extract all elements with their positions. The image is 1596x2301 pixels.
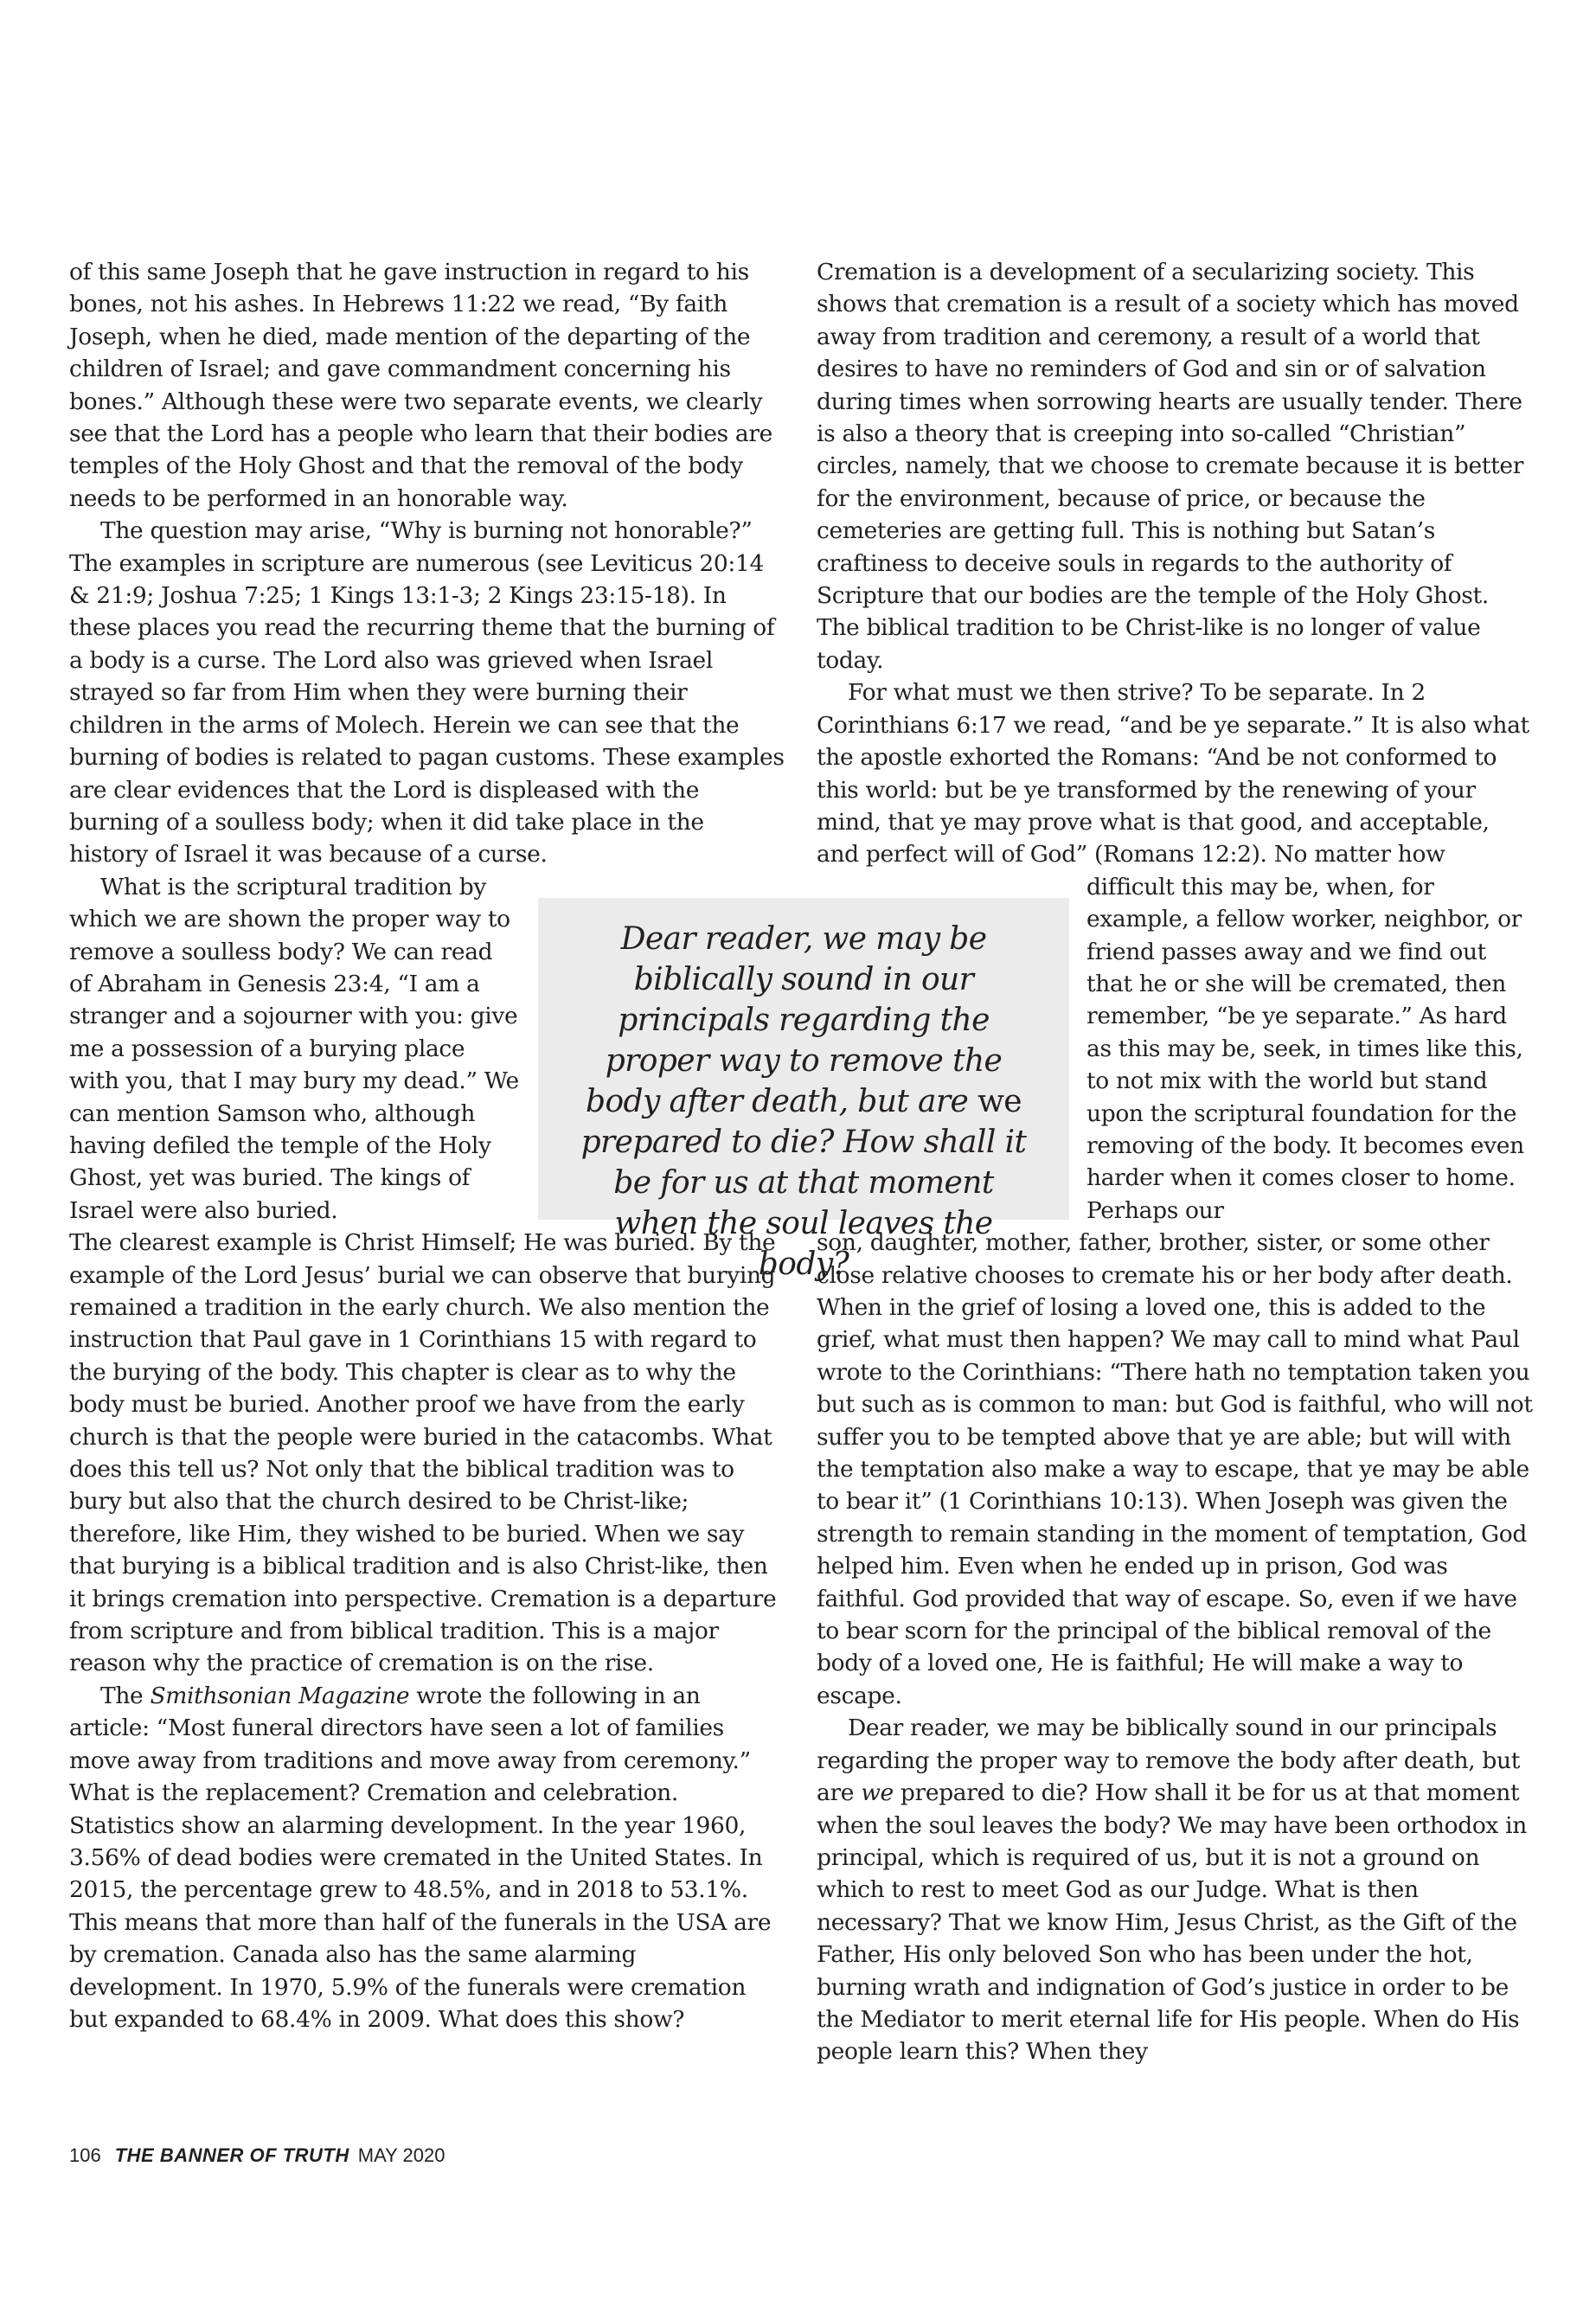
magazine-name: THE BANNER OF TRUTH [114,2144,349,2166]
left-paragraph-1: of this same Joseph that he gave instruction in regard to his bones, not his ashes. In Hebrews 11:22 we read, “By faith Joseph, when he died, made mention of the departing of the children of Israel; and gave commandment concerning his bones.” Although these were two separate events, we clearly see that the Lord has a people who learn that their bodies are temples of the Holy Ghost and that the removal of the body needs to be performed in an honorable way. [69,259,772,512]
right-p3-post: prepared to die? How shall it be for us at that moment when the soul leaves the body? We may have been orthodox in principal, which is required of us, but it is not a ground on which to rest to meet God as our Judge. What is then necessary? That we know Him, Jesus Christ, as the Gift of the Father, His only beloved Son who has been under the hot, burning wrath and indignation of God’s justice in order to be the Mediator to merit eternal life for His people. When do His people learn this? When they [817,1779,1527,2066]
pull-quote-after: prepared to die? How shall it be for us at that moment when the soul leaves the body? [580,1125,1027,1282]
right-paragraph-3 [817,1712,1533,2067]
right-paragraph-1: Cremation is a development of a secularizing society. This shows that cremation is a result of a society which has moved away from tradition and ceremony, a result of a world that desires to have no reminders of God and sin or of salvation during times when sorrowing hearts are usually tender. There is also a theory that is creeping into so-called “Christian” circles, namely, that we choose to cremate because it is better for the environment, because of price, or because the cemeteries are getting full. This is nothing but Satan’s craftiness to deceive souls in regards to the authority of Scripture that our bodies are the temple of the Holy Ghost. The biblical tradition to be Christ-like is no longer of value today. [817,259,1524,674]
right-paragraph-2a: For what must we then strive? To be separate. In 2 Corinthians 6:17 we read, “and be ye separate.” It is also what the apostle exhorted the Romans: “And be not conformed to this world: but be ye transformed by the renewing of your mind, that ye may prove what is that good, and acceptable, and perfect will of God” (Romans 12:2). No matter how [817,679,1529,868]
left-paragraph-4 [69,1680,785,2035]
right-paragraph-2c: son, daughter, mother, father, brother, sister, or some other close relative chooses to cremate his or her body after death. When in the grief of losing a loved one, this is added to the grief, what must then happen? We may call to mind what Paul wrote to the Corinthians: “There hath no temptation taken you but such as is common to man: but God is faithful, who will not suffer you to be tempted above that ye are able; but will with the temptation also make a way to escape, that ye may be able to bear it” (1 Corinthians 10:13). When Joseph was given the strength to remain standing in the moment of temptation, God helped him. Even when he ended up in prison, God was faithful. God provided that way of escape. So, even if we have to bear scorn for the principal of the biblical removal of the body of a loved one, He is faithful; He will make a way to escape. [817,1229,1533,1709]
right-p3-pre: Dear reader, we may be biblically sound in our principals regarding the proper way to remove the body after death, but are [817,1715,1521,1807]
page-number: 106 [69,2144,101,2166]
pull-quote-before: Dear reader, we may be biblically sound in our principals regarding the proper way to remove the body after death, but are [586,921,1003,1119]
left-paragraph-3b: The clearest example is Christ Himself; He was buried. By the example of the Lord Jesus’ burial we can observe that burying remained a tradition in the early church. We also mention the instruction that Paul gave in 1 Corinthians 15 with regard to the burying of the body. This chapter is clear as to why the body must be buried. Another proof we have from the early church is that the people were buried in the catacombs. What does this tell us? Not only that the biblical tradition was to bury but also that the church desired to be Christ-like; therefore, like Him, they wished to be buried. When we say that burying is a biblical tradition and is also Christ-like, then it brings cremation into perspective. Cremation is a departure from scripture and from biblical tradition. This is a major reason why the practice of cremation is on the rise. [69,1229,777,1677]
pull-quote [538,898,1069,1282]
pull-quote-upright: we [977,1084,1022,1119]
issue-date: MAY 2020 [357,2144,445,2166]
left-paragraph-3a: What is the scriptural tradition by which we are shown the proper way to remove a soulless body? We can read of Abraham in Genesis 23:4, “I am a stranger and a sojourner with you: give me a possession of a burying place with you, that I may bury my dead.” We can mention Samson who, although having defiled the temple of the Holy Ghost, yet was buried. The kings of Israel were also buried. [69,873,519,1224]
magazine-title-italic: Smithsonian Magazine [150,1682,410,1709]
left-p4-pre: The [100,1682,151,1709]
right-p3-italic: we [861,1779,894,1807]
left-p4-post: wrote the following in an article: “Most funeral directors have seen a lot of families move away from traditions and move away from ceremony.” What is the replacement? Cremation and celebration. Statistics show an alarming development. In the year 1960, 3.56% of dead bodies were cremated in the United States. In 2015, the percentage grew to 48.5%, and in 2018 to 53.1%. This means that more than half of the funerals in the USA are by cremation. Canada also has the same alarming development. In 1970, 5.9% of the funerals were cremation but expanded to 68.4% in 2009. What does this show? [69,1682,772,2033]
page-footer [69,2144,445,2167]
left-paragraph-2: The question may arise, “Why is burning not honorable?” The examples in scripture are numerous (see Leviticus 20:14 & 21:9; Joshua 7:25; 1 Kings 13:1-3; 2 Kings 23:15-18). In these places you read the recurring theme that the burning of a body is a curse. The Lord also was grieved when Israel strayed so far from Him when they were burning their children in the arms of Molech. Herein we can see that the burning of bodies is related to pagan customs. These examples are clear evidences that the Lord is displeased with the burning of a soulless body; when it did take place in the history of Israel it was because of a curse. [69,517,785,868]
right-paragraph-2b: difficult this may be, when, for example, a fellow worker, neighbor, or friend passes away and we find out that he or she will be cremated, then remember, “be ye separate.” As hard as this may be, seek, in times like this, to not mix with the world but stand upon the scriptural foundation for the removing of the body. It becomes even harder when it comes closer to home. Perhaps our [1086,873,1524,1224]
